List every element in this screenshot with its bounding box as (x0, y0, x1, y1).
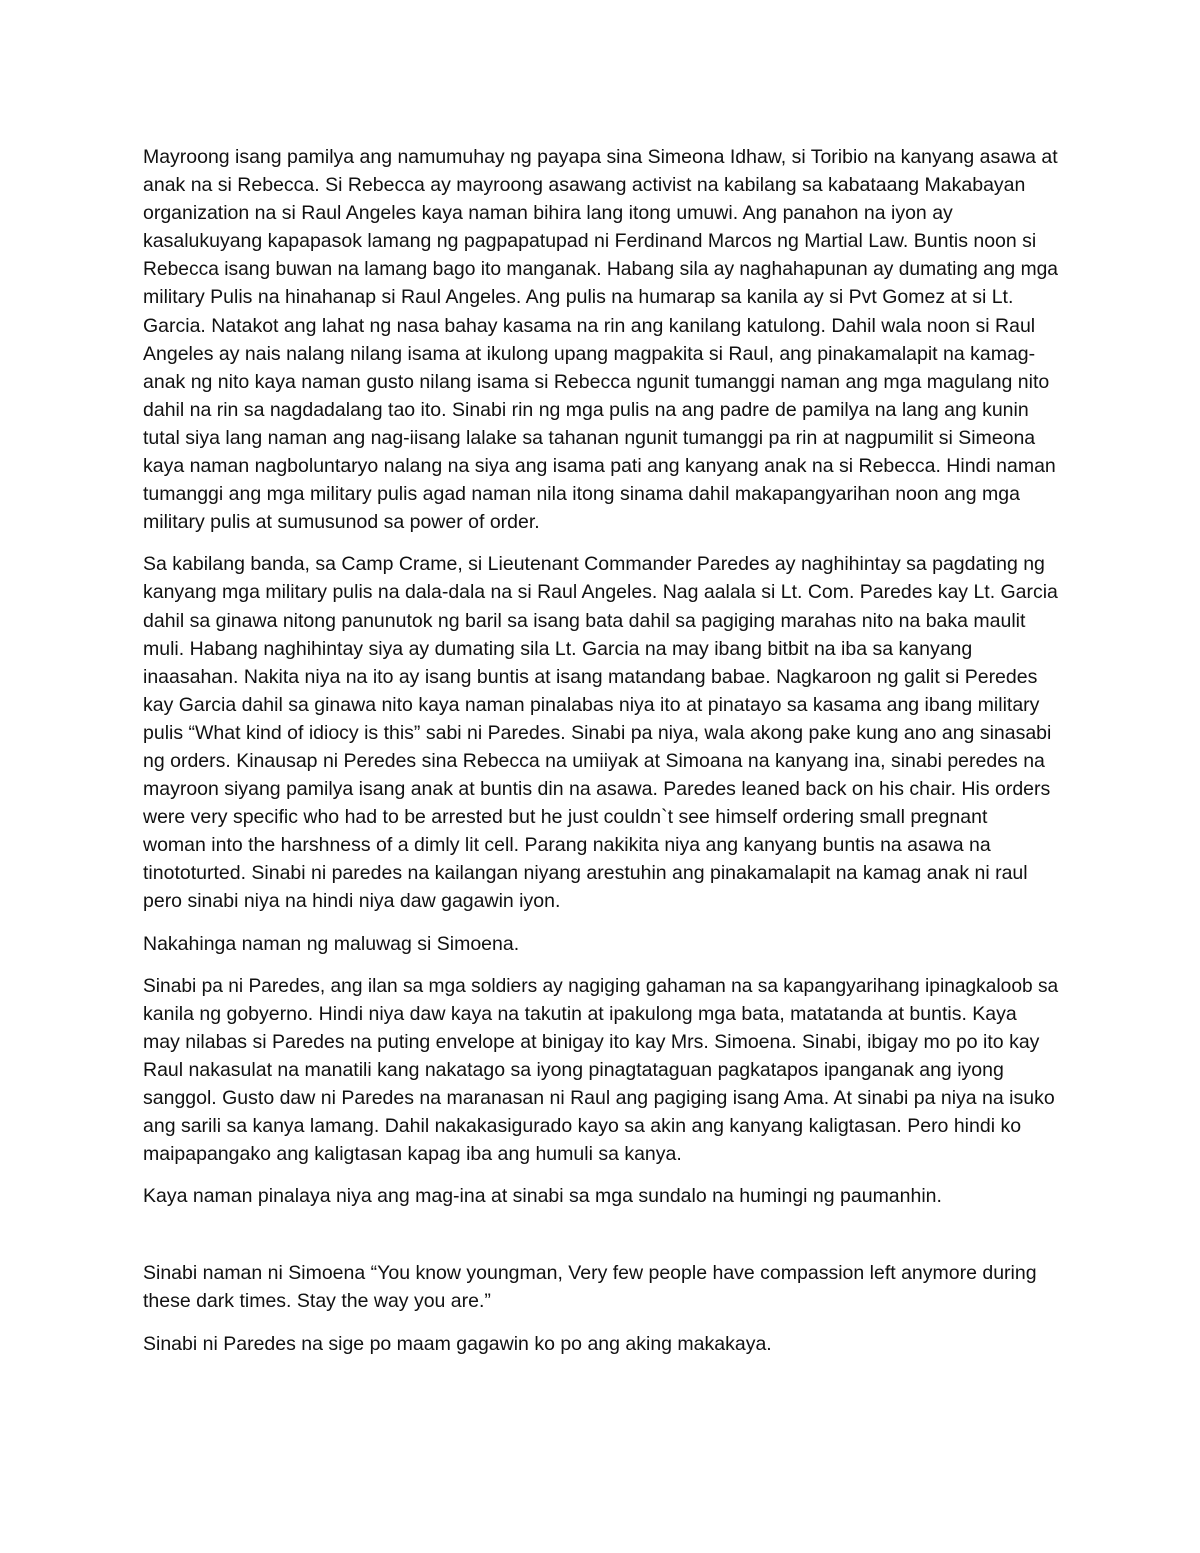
paragraph (143, 143, 1058, 536)
text-line: inaasahan. Nakita niya na ito ay isang buntis at isang matandang babae. Nagkaroon ng galit si Peredes (143, 665, 1038, 688)
paragraph (143, 550, 1058, 915)
text-line: pero sinabi niya na hindi niya daw gagawin iyon. (143, 890, 561, 913)
text-line: these dark times. Stay the way you are.” (143, 1290, 491, 1313)
text-line: sanggol. Gusto daw ni Paredes na maranasan ni Raul ang pagiging isang Ama. At sinabi pa niya na isuko (143, 1087, 1055, 1109)
paragraph (143, 1259, 1058, 1315)
text-line: mayroon siyang pamilya isang anak at buntis din na asawa. Paredes leaned back on his chair. His orders (143, 778, 1051, 801)
text-line: kanyang mga military pulis na dala-dala na si Raul Angeles. Nag aalala si Lt. Com. Paredes kay Lt. Garcia (143, 581, 1058, 604)
paragraph-spacer (143, 1316, 1058, 1330)
paragraph (143, 1330, 1058, 1358)
text-line: muli. Habang naghihintay siya ay dumating sila Lt. Garcia na may ibang bitbit na iba sa kanyang (143, 637, 973, 660)
paragraph-spacer (143, 916, 1058, 930)
text-line: organization na si Raul Angeles kaya naman bihira lang itong umuwi. Ang panahon na iyon ay (143, 202, 953, 225)
text-line: Sinabi ni Paredes na sige po maam gagawin ko po ang aking makakaya. (143, 1332, 772, 1355)
text-line: military Pulis na hinahanap si Raul Angeles. Ang pulis na humarap sa kanila ay si Pvt Gomez at si Lt. (143, 286, 1014, 309)
text-line: tinototurted. Sinabi ni paredes na kailangan niyang arestuhin ang pinakamalapit na kamag anak ni raul (143, 862, 1028, 885)
text-line: may nilabas si Paredes na puting envelope at binigay ito kay Mrs. Simoena. Sinabi, ibigay mo po ito kay (143, 1030, 1040, 1053)
text-line: Garcia. Natakot ang lahat ng nasa bahay kasama na rin ang kanilang katulong. Dahil wala noon si Raul (143, 314, 1036, 337)
paragraph (143, 930, 1058, 958)
text-line: kanila ng gobyerno. Hindi niya daw kaya na takutin at ipakulong mga bata, matatanda at buntis. Kaya (143, 1002, 1017, 1025)
text-line: dahil sa ginawa nitong panunutok ng baril sa isang bata dahil sa pagiging marahas nito na baka maulit (143, 609, 1026, 632)
text-line: tutal siya lang naman ang nag-iisang lalake sa tahanan ngunit tumanggi pa rin at nagpumilit si Simeona (143, 426, 1036, 449)
text-line: ang sarili sa kanya lamang. Dahil nakakasigurado kayo sa akin ang kanyang kaligtasan. Pero hindi ko (143, 1115, 1022, 1138)
text-line: Nakahinga naman ng maluwag si Simoena. (143, 932, 520, 955)
paragraph-spacer (143, 536, 1058, 550)
text-line: anak na si Rebecca. Si Rebecca ay mayroong asawang activist na kabilang sa kabataang Makabayan (143, 174, 1026, 197)
text-line: dahil na rin sa nagdadalang tao ito. Sinabi rin ng mga pulis na ang padre de pamilya na lang ang kunin (143, 398, 1029, 421)
text-line: Angeles ay nais nalang nilang isama at ikulong upang magpakita si Raul, ang pinakamalapit na kamag- (143, 342, 1036, 365)
paragraph-spacer (143, 958, 1058, 972)
paragraph-spacer (143, 1168, 1058, 1182)
text-line: were very specific who had to be arrested but he just couldn`t see himself ordering small pregnant (143, 806, 988, 829)
text-line: Mayroong isang pamilya ang namumuhay ng payapa sina Simeona Idhaw, si Toribio na kanyang asawa at (143, 146, 1058, 168)
text-line: Kaya naman pinalaya niya ang mag-ina at sinabi sa mga sundalo na humingi ng paumanhin. (143, 1185, 942, 1208)
document-body (143, 143, 1058, 1358)
text-line: kasalukuyang kapapasok lamang ng pagpapatupad ni Ferdinand Marcos ng Martial Law. Buntis noon si (143, 230, 1037, 253)
text-line: kaya naman nagboluntaryo nalang na siya ang isama pati ang kanyang anak na si Rebecca. Hindi naman (143, 455, 1056, 478)
text-line: maipapangako ang kaligtasan kapag iba ang humuli sa kanya. (143, 1143, 682, 1166)
text-line: tumanggi ang mga military pulis agad naman nila itong sinama dahil makapangyarihan noon ang mga (143, 483, 1020, 506)
text-line: pulis “What kind of idiocy is this” sabi ni Paredes. Sinabi pa niya, wala akong pake kung ano ang sinasabi (143, 721, 1052, 744)
paragraph (143, 972, 1058, 1169)
text-line: woman into the harshness of a dimly lit cell. Parang nakikita niya ang kanyang buntis na asawa na (143, 834, 991, 857)
text-line: Sa kabilang banda, sa Camp Crame, si Lieutenant Commander Paredes ay naghihintay sa pagdating ng (143, 553, 1045, 576)
text-line: ng orders. Kinausap ni Peredes sina Rebecca na umiiyak at Simoana na kanyang ina, sinabi peredes na (143, 749, 1045, 772)
text-line: Sinabi pa ni Paredes, ang ilan sa mga soldiers ay nagiging gahaman na sa kapangyarihang ipinagkaloob sa (143, 974, 1059, 997)
text-line: anak ng nito kaya naman gusto nilang isama si Rebecca ngunit tumanggi naman ang mga magulang nito (143, 370, 1050, 393)
text-line: Rebecca isang buwan na lamang bago ito manganak. Habang sila ay naghahapunan ay dumating ang mga (143, 258, 1058, 281)
text-line: Sinabi naman ni Simoena “You know youngman, Very few people have compassion left anymore during (143, 1262, 1037, 1285)
paragraph (143, 1182, 1058, 1210)
text-line: military pulis at sumusunod sa power of order. (143, 511, 540, 534)
text-line: kay Garcia dahil sa ginawa nito kaya naman pinalabas niya ito at pinatayo sa kasama ang ibang military (143, 693, 1040, 716)
paragraph-spacer (143, 1210, 1058, 1259)
text-line: Raul nakasulat na manatili kang nakatago sa iyong pinagtataguan pagkatapos ipanganak ang iyong (143, 1058, 1004, 1081)
